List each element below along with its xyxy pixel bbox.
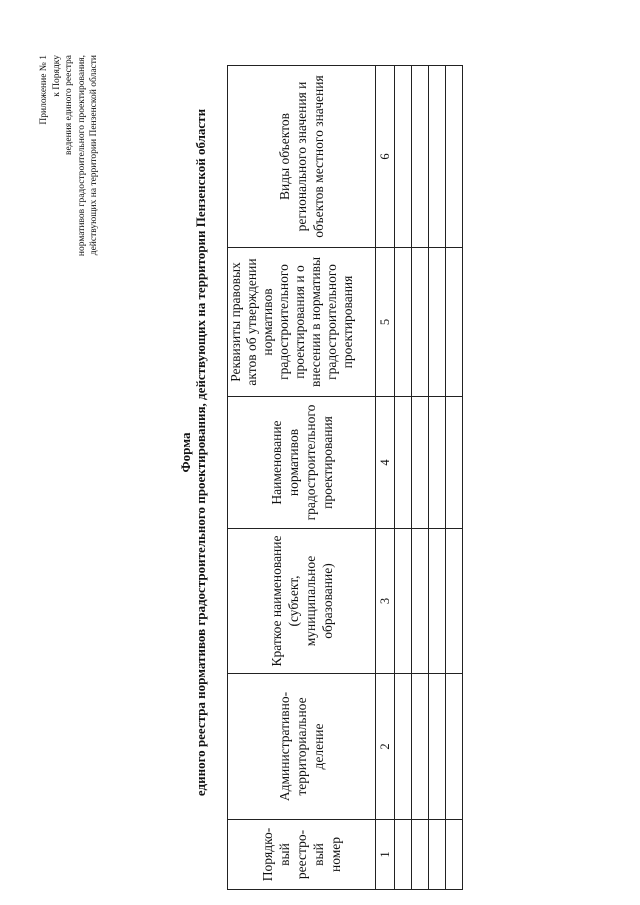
empty-row [429,66,446,890]
empty-cell [446,248,463,397]
empty-cell [446,397,463,529]
column-number: 6 [376,66,395,248]
empty-cell [395,820,412,890]
appendix-note [38,55,101,256]
empty-cell [412,529,429,674]
empty-cell [429,248,446,397]
empty-cell [446,674,463,820]
appendix-line: действующих на территории Пензенской области [89,55,99,256]
empty-cell [429,674,446,820]
empty-cell [395,529,412,674]
empty-row [412,66,429,890]
form-title-line: единого реестра нормативов градостроительного проектирования, действующих на территории Пензенской области [193,108,208,797]
column-number: 5 [376,248,395,397]
empty-row [446,66,463,890]
empty-cell [395,248,412,397]
table-header-row [228,66,376,890]
appendix-line: ведения единого реестра [64,55,74,155]
empty-cell [429,66,446,248]
header-text: Наименование нормативов градостроительного проектирования [268,404,335,521]
header-text: Виды объектов регионального значения и объектов местного значения [277,75,326,238]
header-text: Краткое наименование (субъект, муниципальное образование) [268,535,335,667]
empty-cell [412,66,429,248]
column-number: 3 [376,529,395,674]
empty-row [395,66,412,890]
form-title-line: Форма [178,432,193,473]
column-number: 2 [376,674,395,820]
registry-table [227,65,463,890]
empty-cell [446,820,463,890]
empty-cell [395,674,412,820]
appendix-line: Приложение № 1 [39,55,49,125]
appendix-line: нормативов градостроительного проектирования, [76,55,87,257]
empty-cell [429,820,446,890]
empty-cell [395,66,412,248]
header-cell-object-types [228,66,376,248]
form-title [178,0,208,905]
empty-cell [446,529,463,674]
empty-cell [412,397,429,529]
column-number: 4 [376,397,395,529]
header-cell-number [228,820,376,890]
header-text: Реквизиты правовых актов об утверждении нормативов градостроительного проектирования и о внесении в нормативы градостроительного проектирования [228,256,355,388]
appendix-line: к Порядку [51,55,62,97]
empty-cell [446,66,463,248]
header-text: Административно-территориальное деление [277,691,326,802]
empty-cell [395,397,412,529]
empty-cell [429,397,446,529]
header-cell-short-name [228,529,376,674]
header-text: Порядко-вый реестро-вый номер [260,827,343,882]
empty-cell [412,820,429,890]
column-number-row [376,66,395,890]
empty-cell [412,248,429,397]
column-number: 1 [376,820,395,890]
header-cell-legal-acts [228,248,376,397]
header-cell-normative-name [228,397,376,529]
empty-cell [412,674,429,820]
header-cell-division [228,674,376,820]
empty-cell [429,529,446,674]
